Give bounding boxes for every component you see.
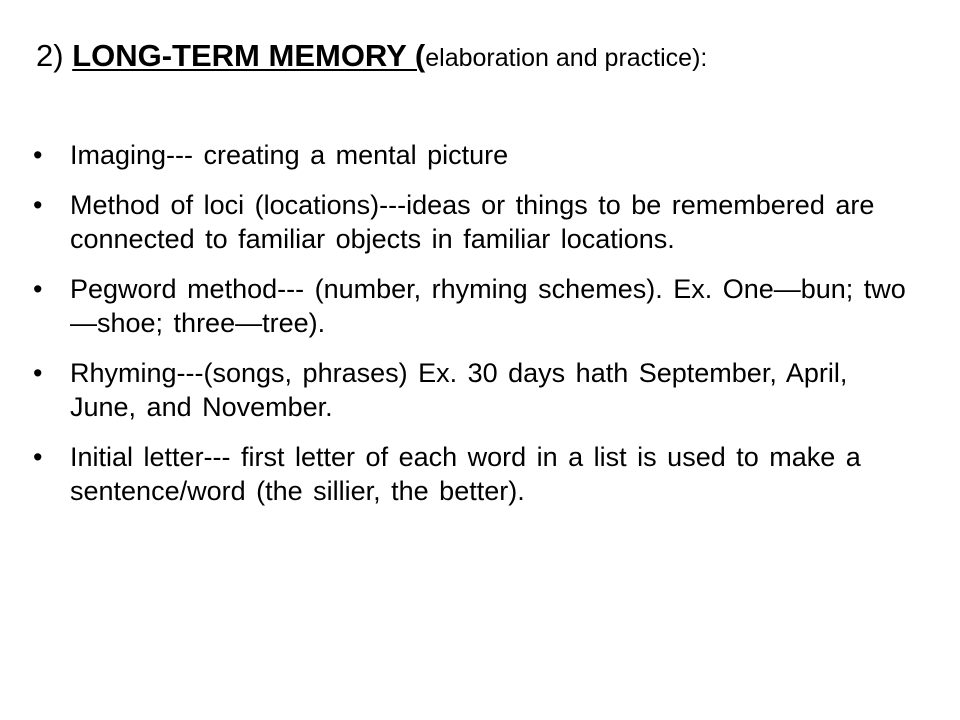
- heading-subtitle: elaboration and practice):: [425, 44, 708, 72]
- bullet-dot-icon: •: [33, 140, 43, 170]
- bullet-text: Pegword method--- (number, rhyming schemes). Ex. One—bun; two—shoe; three—tree).: [70, 274, 906, 338]
- bullet-text: Imaging--- creating a mental picture: [70, 140, 509, 170]
- bullet-list: [33, 138, 913, 524]
- bullet-text: Initial letter--- first letter of each word in a list is used to make a sentence/word (the sillier, the better).: [70, 442, 861, 506]
- bullet-rhyming: [33, 356, 913, 424]
- bullet-text: Method of loci (locations)---ideas or things to be remembered are connected to familiar objects in familiar locations.: [70, 190, 875, 254]
- bullet-dot-icon: •: [33, 358, 43, 388]
- bullet-imaging: [33, 138, 913, 172]
- bullet-dot-icon: •: [33, 190, 43, 220]
- bullet-dot-icon: •: [33, 442, 43, 472]
- heading-number: 2): [36, 38, 73, 73]
- heading-title: LONG-TERM MEMORY (: [72, 38, 426, 73]
- bullet-text: Rhyming---(songs, phrases) Ex. 30 days hath September, April, June, and November.: [70, 358, 848, 422]
- bullet-pegword-method: [33, 272, 913, 340]
- bullet-initial-letter: [33, 440, 913, 508]
- bullet-dot-icon: •: [33, 274, 43, 304]
- bullet-method-of-loci: [33, 188, 913, 256]
- slide-heading: [36, 36, 950, 78]
